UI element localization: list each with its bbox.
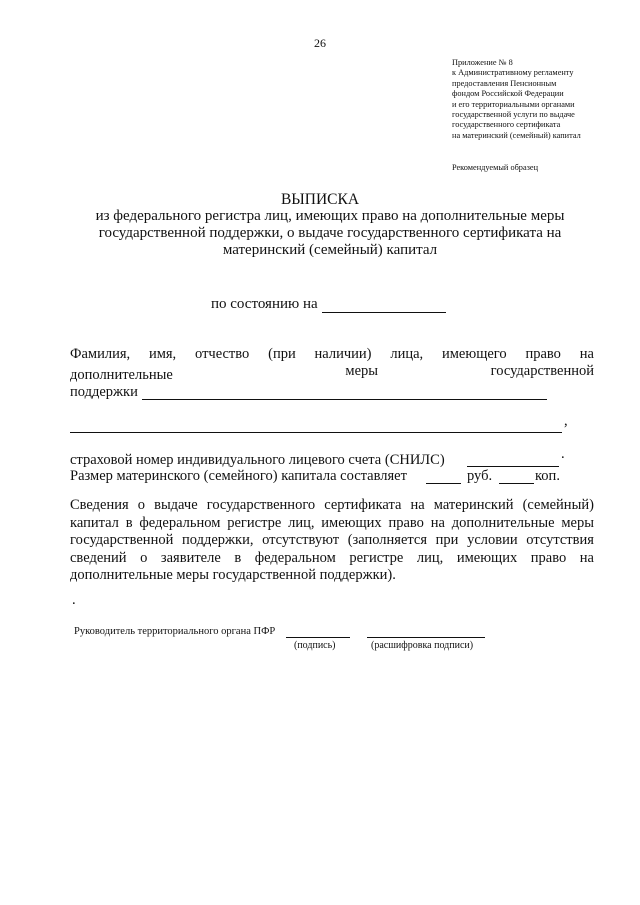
- info-word: (семейный): [522, 497, 594, 513]
- info-word: право: [530, 549, 567, 566]
- info-word: на: [579, 549, 594, 566]
- head-label: Руководитель территориального органа ПФР: [74, 626, 276, 637]
- fio-row-3-label: поддержки: [70, 384, 138, 400]
- info-word: условии: [467, 532, 518, 549]
- fio-word: отчество: [195, 346, 250, 362]
- fio-word: дополнительные: [70, 367, 173, 383]
- fio-word: Фамилия,: [70, 346, 131, 362]
- info-row: [70, 515, 594, 533]
- fio-word: (при: [268, 346, 296, 362]
- annex-line: государственной услуги по выдаче: [452, 110, 575, 120]
- fio-word: меры: [345, 363, 379, 379]
- capital-rub-line[interactable]: [426, 483, 461, 484]
- info-row: [70, 497, 594, 515]
- fio-row-1: [70, 346, 594, 363]
- fio-word: на: [579, 346, 594, 362]
- info-word: государственного: [206, 497, 316, 513]
- capital-label: Размер материнского (семейного) капитала составляет: [70, 468, 407, 484]
- signature-caption: (подпись): [294, 640, 336, 651]
- info-word: регистре: [227, 514, 282, 531]
- annex-line: государственного сертификата: [452, 120, 561, 130]
- snils-end-dot: .: [561, 446, 565, 462]
- annex-block: [452, 58, 581, 141]
- info-word: в: [234, 549, 242, 566]
- capital-kop-line[interactable]: [499, 483, 534, 484]
- info-word: сведений: [70, 549, 127, 566]
- info-word: отсутствия: [526, 532, 594, 549]
- fio-comma: ,: [564, 413, 568, 429]
- info-word: выдаче: [154, 497, 198, 513]
- info-word: дополнительные: [451, 514, 555, 531]
- info-word: материнский: [433, 497, 514, 513]
- fio-row-2: [70, 363, 594, 384]
- info-word: Сведения: [70, 497, 129, 513]
- info-word: в: [125, 514, 133, 531]
- info-word: право: [388, 514, 424, 531]
- fio-line-1[interactable]: [142, 399, 547, 400]
- info-word: меры: [561, 514, 594, 531]
- info-word: имеющих: [456, 549, 518, 566]
- fio-word: государственной: [490, 363, 594, 379]
- signature-line[interactable]: [286, 637, 350, 638]
- annex-line: и его территориальными органами: [452, 99, 575, 109]
- annex-line: на материнский (семейный) капитал: [452, 130, 581, 140]
- fio-line-2[interactable]: [70, 432, 562, 433]
- snils-label: страховой номер индивидуального лицевого счета (СНИЛС): [70, 452, 445, 468]
- info-row: [70, 532, 594, 550]
- fio-word: имя,: [148, 346, 177, 362]
- info-row: [70, 550, 594, 568]
- capital-rub-label: руб.: [467, 468, 493, 484]
- info-word: государственной: [70, 532, 174, 549]
- document-subtitle: из федерального регистра лиц, имеющих право на дополнительные меры государственной поддержки, о выдаче государственного сертификата на материнский (семейный) капитал: [95, 208, 565, 258]
- info-word: при: [435, 532, 459, 549]
- info-word: капитал: [70, 514, 119, 531]
- info-paragraph: [70, 497, 594, 585]
- info-word: заявителе: [160, 549, 221, 566]
- fio-word: имеющего: [442, 346, 507, 362]
- as-of-label: по состоянию на: [211, 296, 318, 312]
- info-word: федеральном: [139, 514, 221, 531]
- document-title: ВЫПИСКА: [280, 191, 360, 208]
- as-of-date-line[interactable]: [322, 312, 446, 313]
- info-word: о: [140, 549, 148, 566]
- info-word: федеральном: [254, 549, 336, 566]
- recommended-sample-label: Рекомендуемый образец: [452, 163, 539, 172]
- annex-line: фондом Российской Федерации: [452, 89, 564, 99]
- info-word: имеющих: [321, 514, 382, 531]
- page-number: 26: [314, 36, 326, 50]
- stray-dot: .: [72, 592, 76, 608]
- info-word: отсутствуют: [262, 532, 340, 549]
- snils-line[interactable]: [467, 466, 559, 467]
- annex-line: к Административному регламенту: [452, 68, 574, 78]
- fio-word: право: [525, 346, 561, 362]
- fio-word: наличии): [314, 346, 372, 362]
- info-word: лиц,: [288, 514, 315, 531]
- info-word: о: [137, 497, 146, 513]
- capital-kop-label: коп.: [535, 468, 560, 484]
- info-word: на: [430, 514, 445, 531]
- signature-decode-line[interactable]: [367, 637, 485, 638]
- info-word: лиц,: [416, 549, 444, 566]
- info-word: на: [410, 497, 425, 513]
- info-last-row: дополнительные меры государственной поддержки).: [70, 567, 396, 584]
- annex-line: Приложение № 8: [452, 58, 513, 67]
- info-word: (заполняется: [347, 532, 428, 549]
- annex-line: предоставления Пенсионным: [452, 78, 557, 88]
- signature-decode-caption: (расшифровка подписи): [371, 640, 474, 651]
- info-word: регистре: [349, 549, 404, 566]
- fio-word: лица,: [390, 346, 424, 362]
- info-word: поддержки,: [181, 532, 254, 549]
- info-word: сертификата: [324, 497, 402, 513]
